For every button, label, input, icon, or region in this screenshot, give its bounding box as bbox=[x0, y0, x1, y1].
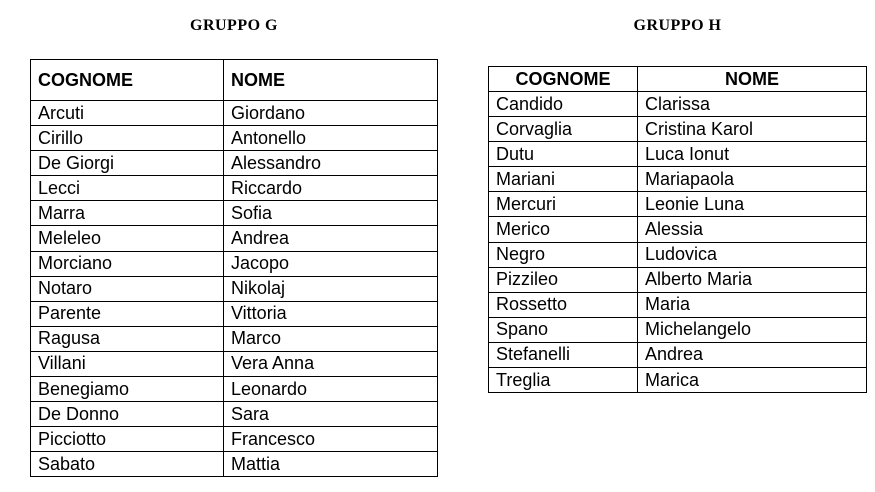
nome-cell: Cristina Karol bbox=[638, 117, 867, 142]
cognome-cell: Pizzileo bbox=[489, 267, 638, 292]
cognome-cell: Cirillo bbox=[31, 126, 224, 151]
nome-cell: Ludovica bbox=[638, 242, 867, 267]
table-row bbox=[489, 242, 867, 267]
nome-cell: Clarissa bbox=[638, 92, 867, 117]
table-row bbox=[31, 251, 438, 276]
table-header-row bbox=[489, 67, 867, 92]
nome-cell: Leonardo bbox=[224, 377, 438, 402]
cognome-cell: De Donno bbox=[31, 402, 224, 427]
group-h-table bbox=[488, 66, 867, 393]
nome-cell: Mariapaola bbox=[638, 167, 867, 192]
cognome-cell: Picciotto bbox=[31, 427, 224, 452]
table-row bbox=[489, 192, 867, 217]
cognome-cell: Mercuri bbox=[489, 192, 638, 217]
nome-cell: Michelangelo bbox=[638, 317, 867, 342]
table-row bbox=[489, 267, 867, 292]
table-row bbox=[31, 151, 438, 176]
cognome-cell: Benegiamo bbox=[31, 377, 224, 402]
table-row bbox=[31, 276, 438, 301]
table-row bbox=[31, 126, 438, 151]
table-row bbox=[31, 176, 438, 201]
table-row bbox=[489, 292, 867, 317]
nome-cell: Mattia bbox=[224, 452, 438, 477]
nome-cell: Alberto Maria bbox=[638, 267, 867, 292]
nome-cell: Leonie Luna bbox=[638, 192, 867, 217]
cognome-cell: Morciano bbox=[31, 251, 224, 276]
column-header-nome: NOME bbox=[638, 67, 867, 92]
table-row bbox=[31, 402, 438, 427]
cognome-cell: Lecci bbox=[31, 176, 224, 201]
table-row bbox=[489, 368, 867, 393]
cognome-cell: Corvaglia bbox=[489, 117, 638, 142]
table-row bbox=[31, 226, 438, 251]
table-row bbox=[31, 377, 438, 402]
nome-cell: Alessia bbox=[638, 217, 867, 242]
group-h-title: GRUPPO H bbox=[633, 17, 722, 34]
table-header-row bbox=[31, 60, 438, 101]
table-row bbox=[31, 301, 438, 326]
table-row bbox=[489, 92, 867, 117]
group-g-title: GRUPPO G bbox=[190, 17, 278, 34]
nome-cell: Alessandro bbox=[224, 151, 438, 176]
cognome-cell: De Giorgi bbox=[31, 151, 224, 176]
cognome-cell: Spano bbox=[489, 317, 638, 342]
cognome-cell: Rossetto bbox=[489, 292, 638, 317]
column-header-cognome: COGNOME bbox=[489, 67, 638, 92]
table-row bbox=[489, 142, 867, 167]
cognome-cell: Marra bbox=[31, 201, 224, 226]
nome-cell: Marica bbox=[638, 368, 867, 393]
nome-cell: Maria bbox=[638, 292, 867, 317]
table-row bbox=[31, 351, 438, 376]
nome-cell: Giordano bbox=[224, 101, 438, 126]
table-row bbox=[489, 167, 867, 192]
table-row bbox=[489, 217, 867, 242]
group-g-table bbox=[30, 59, 438, 477]
table-row bbox=[31, 326, 438, 351]
table-row bbox=[489, 117, 867, 142]
nome-cell: Luca Ionut bbox=[638, 142, 867, 167]
table-row bbox=[31, 427, 438, 452]
table-row bbox=[489, 317, 867, 342]
cognome-cell: Merico bbox=[489, 217, 638, 242]
nome-cell: Andrea bbox=[638, 342, 867, 367]
nome-cell: Antonello bbox=[224, 126, 438, 151]
nome-cell: Marco bbox=[224, 326, 438, 351]
table-row bbox=[31, 452, 438, 477]
cognome-cell: Arcuti bbox=[31, 101, 224, 126]
cognome-cell: Ragusa bbox=[31, 326, 224, 351]
cognome-cell: Stefanelli bbox=[489, 342, 638, 367]
cognome-cell: Mariani bbox=[489, 167, 638, 192]
cognome-cell: Sabato bbox=[31, 452, 224, 477]
cognome-cell: Negro bbox=[489, 242, 638, 267]
nome-cell: Vera Anna bbox=[224, 351, 438, 376]
cognome-cell: Parente bbox=[31, 301, 224, 326]
column-header-cognome: COGNOME bbox=[31, 60, 224, 101]
table-row bbox=[31, 201, 438, 226]
nome-cell: Nikolaj bbox=[224, 276, 438, 301]
nome-cell: Sara bbox=[224, 402, 438, 427]
cognome-cell: Meleleo bbox=[31, 226, 224, 251]
nome-cell: Jacopo bbox=[224, 251, 438, 276]
column-header-nome: NOME bbox=[224, 60, 438, 101]
cognome-cell: Villani bbox=[31, 351, 224, 376]
cognome-cell: Notaro bbox=[31, 276, 224, 301]
nome-cell: Sofia bbox=[224, 201, 438, 226]
nome-cell: Vittoria bbox=[224, 301, 438, 326]
nome-cell: Riccardo bbox=[224, 176, 438, 201]
cognome-cell: Candido bbox=[489, 92, 638, 117]
nome-cell: Andrea bbox=[224, 226, 438, 251]
table-row bbox=[31, 101, 438, 126]
nome-cell: Francesco bbox=[224, 427, 438, 452]
cognome-cell: Dutu bbox=[489, 142, 638, 167]
table-row bbox=[489, 342, 867, 367]
cognome-cell: Treglia bbox=[489, 368, 638, 393]
